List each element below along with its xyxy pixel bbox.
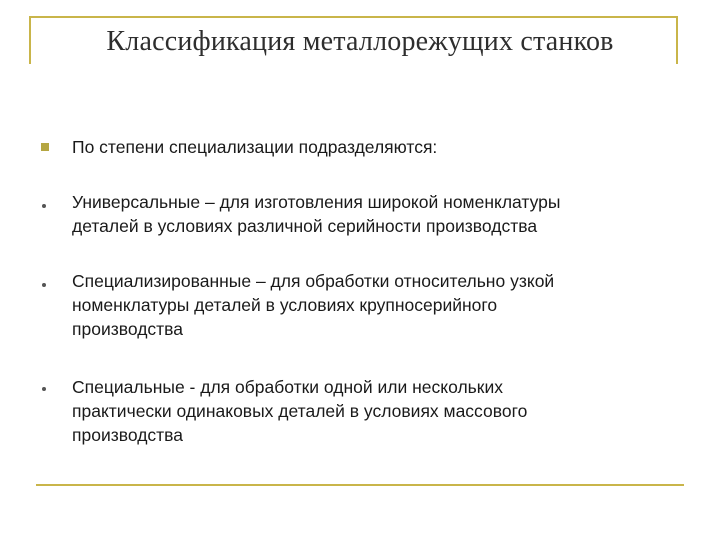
intro-text: [72, 135, 672, 159]
list-item-line: деталей в условиях различной серийности производства: [72, 216, 538, 236]
intro-line: По степени специализации подразделяются:: [72, 137, 438, 157]
dot-bullet-icon: [42, 283, 46, 287]
dot-bullet-icon: [42, 387, 46, 391]
list-item-line: производства: [72, 425, 183, 445]
list-item-line: номенклатуры деталей в условиях крупносерийного: [72, 295, 498, 315]
list-item-line: Универсальные – для изготовления широкой номенклатуры: [72, 192, 561, 212]
list-item-line: Специальные - для обработки одной или нескольких: [72, 377, 503, 397]
list-item-universal: [72, 190, 672, 238]
list-item-specialized: [72, 269, 672, 341]
square-bullet-icon: [41, 143, 49, 151]
list-item-special: [72, 375, 672, 447]
bottom-divider: [36, 484, 684, 486]
dot-bullet-icon: [42, 204, 46, 208]
list-item-line: Специализированные – для обработки относительно узкой: [72, 271, 555, 291]
slide-title: Классификация металлорежущих станков: [106, 26, 614, 57]
list-item-line: производства: [72, 319, 183, 339]
list-item-line: практически одинаковых деталей в условиях массового: [72, 401, 528, 421]
